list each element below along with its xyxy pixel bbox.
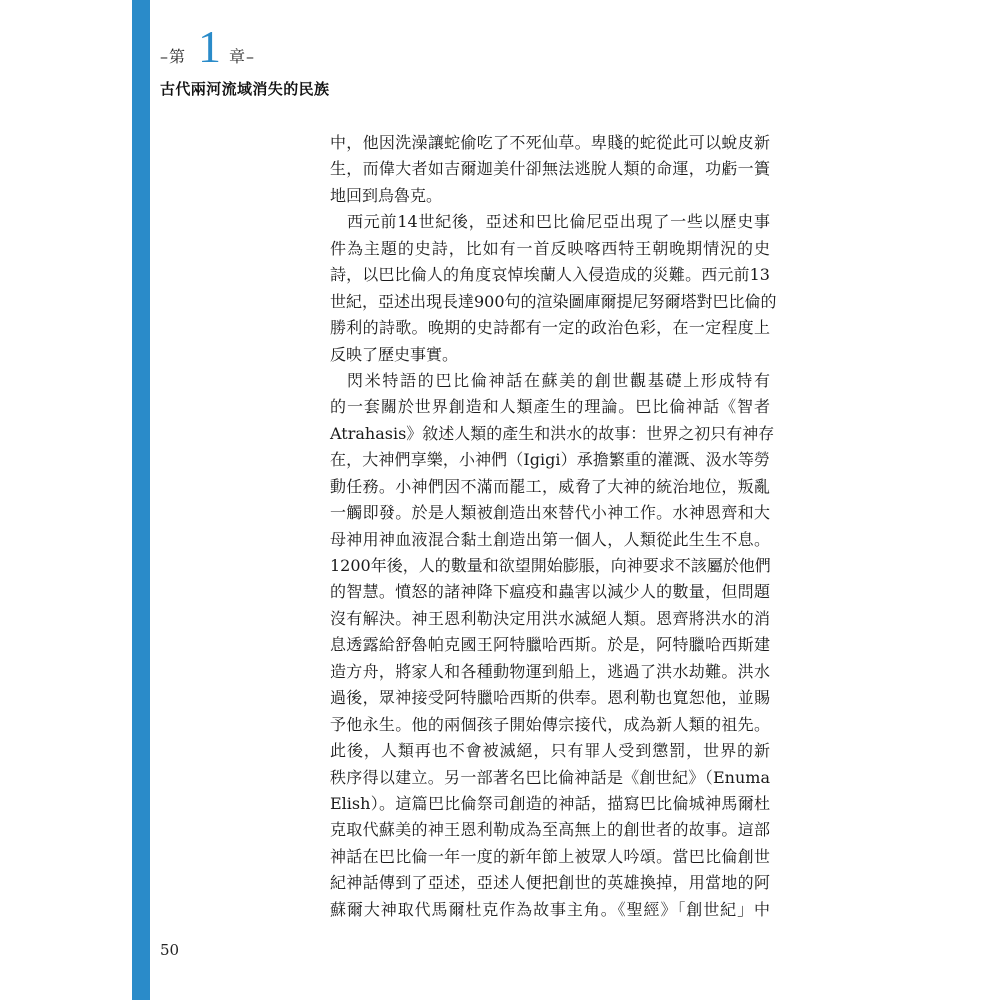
body-line: 秩序得以建立。另一部著名巴比倫神話是《創世紀》（Enuma	[330, 767, 770, 787]
body-line: 1200年後，人的數量和欲望開始膨脹，向神要求不該屬於他們	[330, 556, 771, 575]
body-line: 閃米特語的巴比倫神話在蘇美的創世觀基礎上形成特有	[347, 370, 770, 390]
body-line: Atrahasis》敘述人類的產生和洪水的故事：世界之初只有神存	[330, 423, 775, 443]
body-line: 克取代蘇美的神王恩利勒成為至高無上的創世者的故事。這部	[330, 820, 770, 840]
body-line: Elish）。這篇巴比倫祭司創造的神話，描寫巴比倫城神馬爾杜	[330, 793, 770, 813]
body-line: 的智慧。憤怒的諸神降下瘟疫和蟲害以減少人的數量，但問題	[330, 582, 770, 602]
body-line: 的一套關於世界創造和人類產生的理論。巴比倫神話《智者	[330, 397, 770, 417]
body-line: 予他永生。他的兩個孩子開始傳宗接代，成為新人類的祖先。	[330, 714, 770, 734]
body-line: 蘇爾大神取代馬爾杜克作為故事主角。《聖經》「創世紀」中	[330, 899, 770, 919]
body-text	[330, 130, 777, 923]
chapter-prefix: –第	[160, 47, 187, 66]
body-line: 此後，人類再也不會被滅絕，只有罪人受到懲罰，世界的新	[330, 741, 770, 761]
body-line: 神話在巴比倫一年一度的新年節上被眾人吟頌。當巴比倫創世	[330, 846, 770, 866]
chapter-title: 古代兩河流域消失的民族	[160, 80, 330, 98]
body-line: 造方舟，將家人和各種動物運到船上，逃過了洪水劫難。洪水	[330, 661, 770, 681]
body-line: 地回到烏魯克。	[330, 185, 443, 205]
body-line: 中，他因洗澡讓蛇偷吃了不死仙草。卑賤的蛇從此可以蛻皮新	[330, 133, 770, 152]
body-line: 一觸即發。於是人類被創造出來替代小神工作。水神恩齊和大	[330, 503, 770, 523]
page-number: 50	[160, 941, 180, 959]
chapter-number: 1	[198, 21, 222, 72]
body-line: 反映了歷史事實。	[330, 344, 459, 364]
body-line: 西元前14世紀後，亞述和巴比倫尼亞出現了一些以歷史事	[347, 212, 770, 232]
chapter-accent-bar	[132, 0, 150, 1000]
body-line: 動任務。小神們因不滿而罷工，威脅了大神的統治地位，叛亂	[330, 476, 770, 496]
chapter-suffix: 章–	[229, 47, 256, 66]
body-line: 世紀，亞述出現長達900句的渲染圖庫爾提尼努爾塔對巴比倫的	[330, 291, 777, 311]
body-line: 勝利的詩歌。晚期的史詩都有一定的政治色彩，在一定程度上	[330, 318, 770, 338]
body-line: 沒有解決。神王恩利勒決定用洪水滅絕人類。恩齊將洪水的消	[330, 608, 770, 628]
body-line: 息透露給舒魯帕克國王阿特臘哈西斯。於是，阿特臘哈西斯建	[330, 635, 770, 655]
body-line: 過後，眾神接受阿特臘哈西斯的供奉。恩利勒也寬恕他，並賜	[330, 688, 770, 708]
body-line: 件為主題的史詩，比如有一首反映喀西特王朝晚期情況的史	[330, 238, 770, 258]
body-line: 詩，以巴比倫人的角度哀悼埃蘭人入侵造成的災難。西元前13	[330, 265, 770, 285]
body-line: 生，而偉大者如吉爾迦美什卻無法逃脫人類的命運，功虧一簣	[330, 159, 770, 179]
body-line: 在，大神們享樂，小神們（Igigi）承擔繁重的灌溉、汲水等勞	[330, 450, 770, 470]
body-line: 紀神話傳到了亞述，亞述人便把創世的英雄換掉，用當地的阿	[330, 873, 770, 893]
body-line: 母神用神血液混合黏土創造出第一個人，人類從此生生不息。	[330, 529, 770, 549]
chapter-header	[160, 21, 256, 72]
